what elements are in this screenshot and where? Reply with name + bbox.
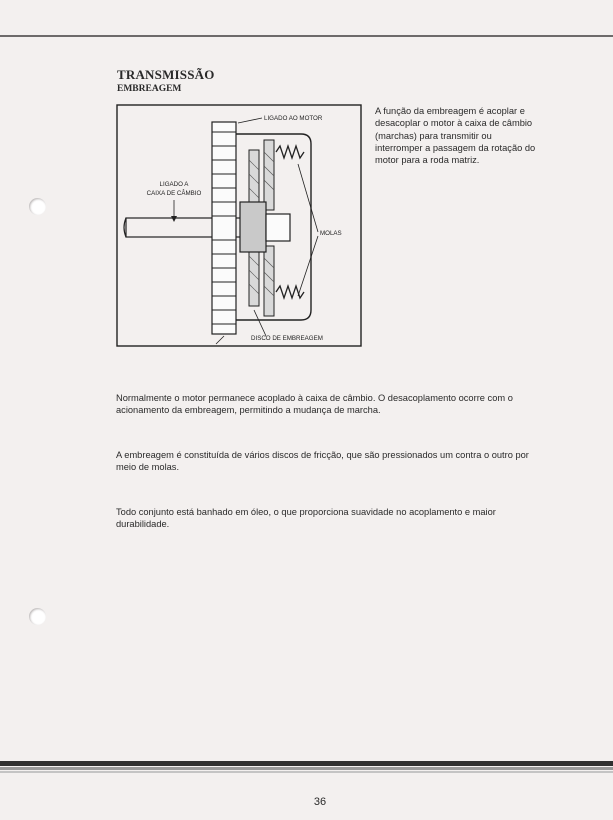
page-number: 36 xyxy=(313,796,327,808)
spring-bottom xyxy=(276,286,304,298)
label-motor: LIGADO AO MOTOR xyxy=(264,115,323,122)
label-disc: DISCO DE EMBREAGEM xyxy=(251,335,323,342)
binder-hole-bottom xyxy=(29,608,46,625)
binder-hole-top xyxy=(29,198,46,215)
section-subtitle: EMBREAGEM xyxy=(117,84,182,94)
page-title: TRANSMISSÃO xyxy=(117,67,215,82)
diagram-frame xyxy=(117,105,361,346)
footer-band-dark xyxy=(0,761,613,766)
pressure-plate-collar xyxy=(266,214,290,241)
footer-band-light xyxy=(0,771,613,773)
intro-text: A função da embreagem é acoplar e desacoplar o motor à caixa de câmbio (marchas) para transmitir ou interromper a passagem da rotação do motor para a roda matriz. xyxy=(375,106,536,166)
clutch-hub xyxy=(240,202,266,252)
top-rule xyxy=(0,35,613,37)
label-springs: MOLAS xyxy=(320,230,342,237)
spring-top xyxy=(276,146,304,158)
clutch-diagram xyxy=(116,104,362,347)
label-gearbox-2: CAIXA DE CÂMBIO xyxy=(146,190,202,197)
footer-band-mid xyxy=(0,767,613,770)
motor-gear xyxy=(212,122,236,334)
paragraph-discs: A embreagem é constituída de vários discos de fricção, que são pressionados um contra o outro por meio de molas. xyxy=(116,450,529,473)
paragraph-oil: Todo conjunto está banhado em óleo, o que proporciona suavidade no acoplamento e maior durabilidade. xyxy=(116,507,496,530)
paragraph-coupling: Normalmente o motor permanece acoplado à caixa de câmbio. O desacoplamento ocorre com o acionamento da embreagem, permitindo a mudança de marcha. xyxy=(116,393,513,416)
label-gearbox-1: LIGADO A xyxy=(159,181,189,188)
